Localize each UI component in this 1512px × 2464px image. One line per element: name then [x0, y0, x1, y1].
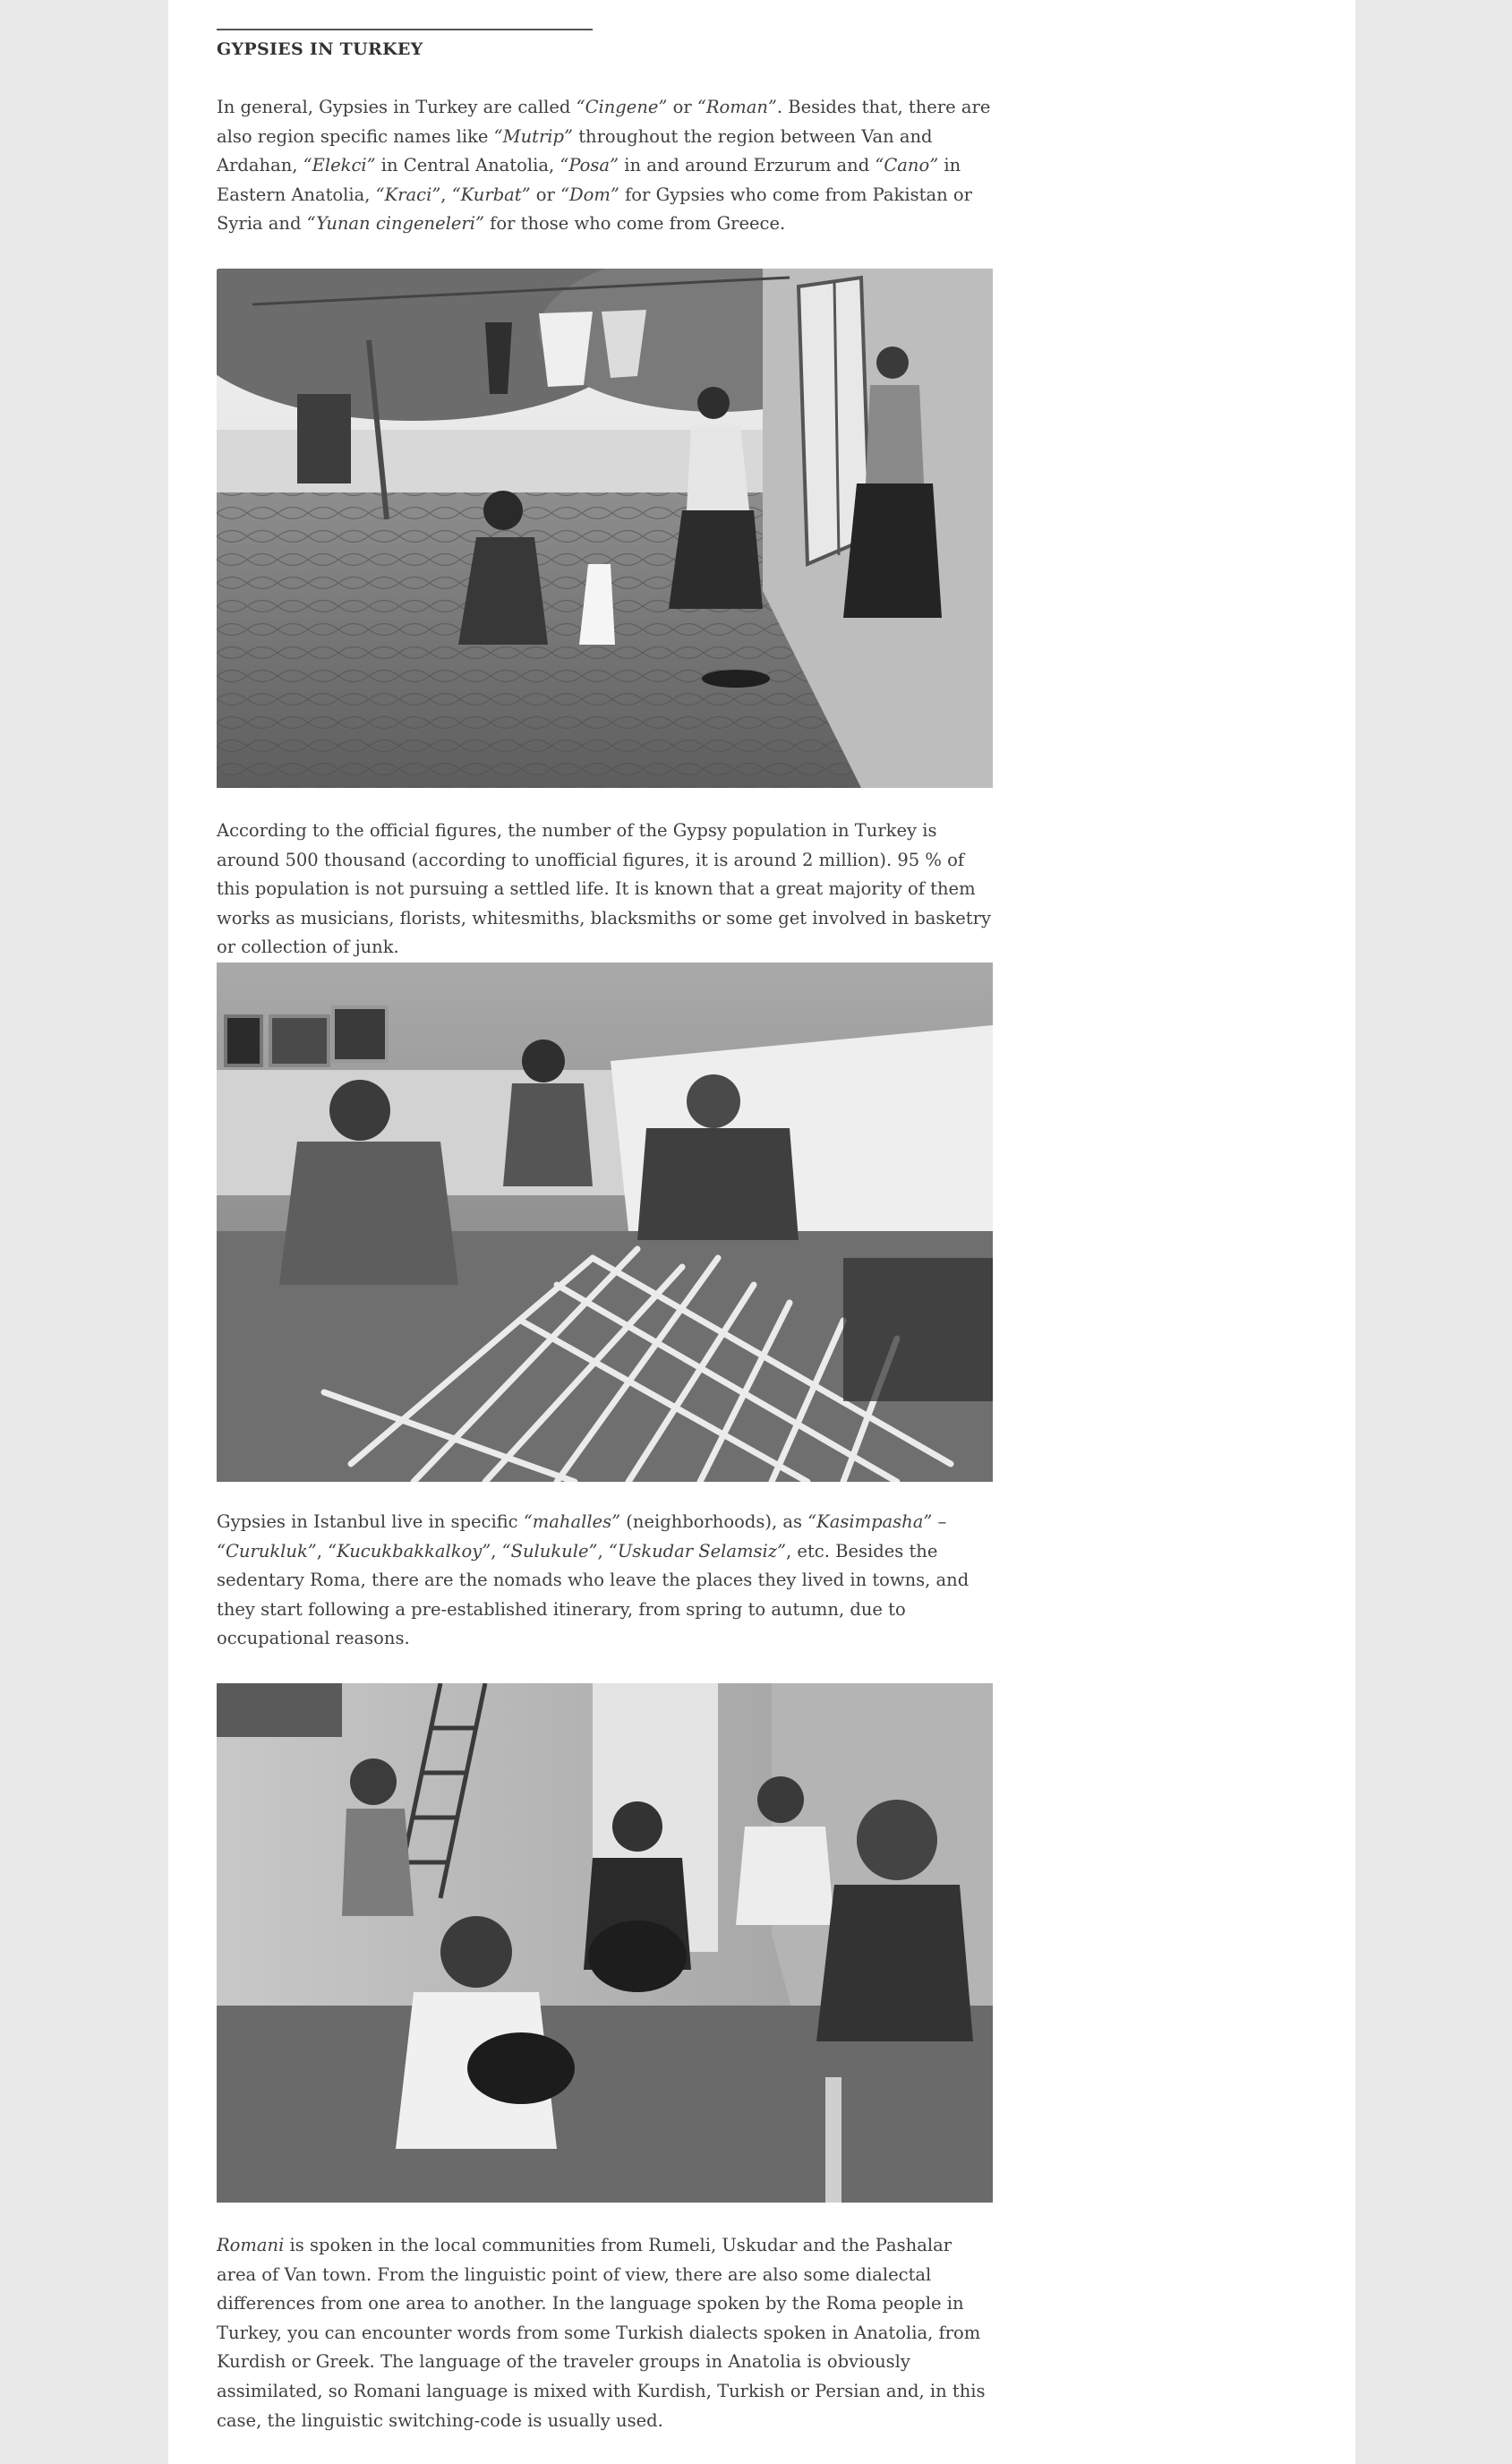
article-heading: GYPSIES IN TURKEY [217, 39, 423, 59]
paragraph-3: Gypsies in Istanbul live in specific “mahalles” (neighborhoods), as “Kasimpasha” – “Curukluk”, “Kucukbakkalkoy”, “Sulukule”, “Uskudar Selamsiz”, etc. Besides the sedentary Roma, there are the nomads who leave the places they lived in towns, and they start following a pre-established itinerary, from spring to autumn, due to occupational reasons. [217, 1511, 970, 1649]
paragraph-1-container [217, 93, 993, 239]
photo-basket-weaving-image [217, 962, 993, 1482]
paragraph-4-container [217, 2231, 993, 2435]
paragraph-3-container [217, 1508, 993, 1654]
article-sheet [168, 0, 1355, 2464]
paragraph-1: In general, Gypsies in Turkey are called “Cingene” or “Roman”. Besides that, there are also region specific names like “Mutrip” throughout the region between Van and Ardahan, “Elekci” in Central Anatolia, “Posa” in and around Erzurum and “Cano” in Eastern Anatolia, “Kraci”, “Kurbat” or “Dom” for Gypsies who come from Pakistan or Syria and “Yunan cingeneleri” for those who come from Greece. [217, 97, 991, 235]
paragraph-2-container [217, 817, 993, 962]
paragraph-2: According to the official figures, the number of the Gypsy population in Turkey is around 500 thousand (according to unofficial figures, it is around 2 million). 95 % of this population is not pursuing a settled life. It is known that a great majority of them works as musicians, florists, whitesmiths, blacksmiths or some get involved in basketry or collection of junk. [217, 820, 991, 958]
paragraph-4: Romani is spoken in the local communities from Rumeli, Uskudar and the Pashalar area of Van town. From the linguistic point of view, there are also some dialectal differences from one area to another. In the language spoken by the Roma people in Turkey, you can encounter words from some Turkish dialects spoken in Anatolia, from Kurdish or Greek. The language of the traveler groups in Anatolia is obviously assimilated, so Romani language is mixed with Kurdish, Turkish or Persian and, in this case, the linguistic switching-code is usually used. [217, 2235, 986, 2431]
photo-courtyard-children [217, 269, 993, 788]
heading-rule [217, 29, 593, 30]
photo-courtyard-image [217, 269, 993, 788]
photo-boys-drums-image [217, 1683, 993, 2203]
photo-basket-weaving [217, 962, 993, 1482]
photo-boys-drums [217, 1683, 993, 2203]
